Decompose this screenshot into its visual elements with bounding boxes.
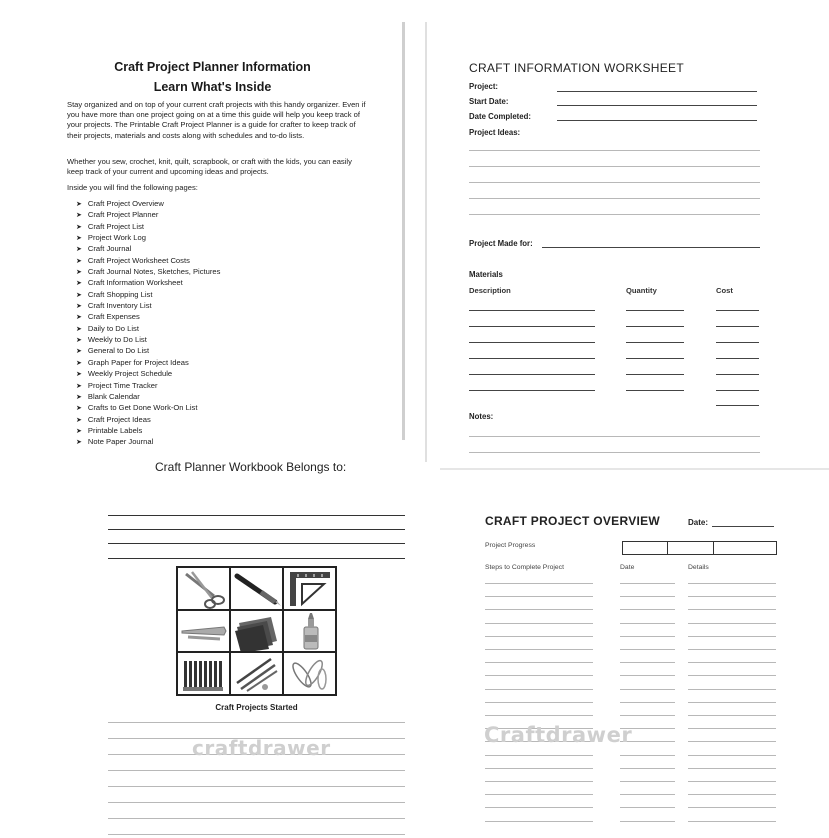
projects-line[interactable] <box>108 834 405 835</box>
step-line[interactable] <box>620 807 675 808</box>
start-date-field[interactable] <box>557 105 757 106</box>
project-field[interactable] <box>557 91 757 92</box>
step-line[interactable] <box>620 821 675 822</box>
step-line[interactable] <box>688 821 776 822</box>
step-line[interactable] <box>485 583 593 584</box>
list-item: ➤ Crafts to Get Done Work-On List <box>76 403 220 414</box>
cost-field[interactable] <box>716 390 759 391</box>
step-line[interactable] <box>485 636 593 637</box>
step-line[interactable] <box>485 649 593 650</box>
step-line[interactable] <box>485 781 593 782</box>
quantity-field[interactable] <box>626 342 684 343</box>
step-line[interactable] <box>688 636 776 637</box>
list-item: ➤ General to Do List <box>76 346 220 357</box>
notes-label: Notes: <box>469 412 494 421</box>
progress-cell[interactable] <box>668 542 713 554</box>
page-divider <box>425 22 427 462</box>
step-line[interactable] <box>485 623 593 624</box>
notes-line[interactable] <box>469 452 760 453</box>
step-line[interactable] <box>688 689 776 690</box>
description-column-header: Description <box>469 286 511 295</box>
description-field[interactable] <box>469 326 595 327</box>
progress-cell[interactable] <box>714 542 776 554</box>
step-line[interactable] <box>688 715 776 716</box>
step-line[interactable] <box>688 649 776 650</box>
step-line[interactable] <box>485 675 593 676</box>
pens-icon <box>231 653 282 694</box>
watermark: craftdrawer <box>192 736 331 760</box>
list-item: ➤ Craft Journal Notes, Sketches, Pictures <box>76 267 220 278</box>
intro-paragraph: Inside you will find the following pages: <box>67 183 198 192</box>
list-item: ➤ Craft Project Planner <box>76 210 220 221</box>
list-item: ➤ Note Paper Journal <box>76 437 220 448</box>
craft-knife-icon <box>231 568 282 609</box>
tweezers-icon <box>178 611 229 652</box>
list-item: ➤ Craft Shopping List <box>76 290 220 301</box>
step-line[interactable] <box>485 821 593 822</box>
safety-pins-icon <box>284 653 335 694</box>
projects-line[interactable] <box>108 802 405 803</box>
project-label: Project: <box>469 82 499 91</box>
step-line[interactable] <box>485 807 593 808</box>
worksheet-title: CRAFT INFORMATION WORKSHEET <box>469 61 684 75</box>
ideas-line[interactable] <box>469 182 760 183</box>
step-line[interactable] <box>485 609 593 610</box>
description-field[interactable] <box>469 310 595 311</box>
list-item: ➤ Craft Expenses <box>76 312 220 323</box>
step-line[interactable] <box>688 662 776 663</box>
step-line[interactable] <box>620 689 675 690</box>
progress-cell[interactable] <box>623 542 668 554</box>
craft-supplies-image <box>176 566 337 696</box>
description-field[interactable] <box>469 358 595 359</box>
cost-field[interactable] <box>716 310 759 311</box>
step-line[interactable] <box>688 728 776 729</box>
start-date-label: Start Date: <box>469 97 509 106</box>
quantity-column-header: Quantity <box>626 286 657 295</box>
list-item: ➤ Weekly Project Schedule <box>76 369 220 380</box>
ideas-line[interactable] <box>469 198 760 199</box>
glue-bottle-icon <box>284 611 335 652</box>
projects-line[interactable] <box>108 786 405 787</box>
step-line[interactable] <box>485 662 593 663</box>
step-line[interactable] <box>620 636 675 637</box>
cost-field[interactable] <box>716 374 759 375</box>
list-item: ➤ Printable Labels <box>76 426 220 437</box>
step-line[interactable] <box>485 689 593 690</box>
step-line[interactable] <box>620 596 675 597</box>
list-item: ➤ Daily to Do List <box>76 324 220 335</box>
step-line[interactable] <box>620 623 675 624</box>
step-line[interactable] <box>620 794 675 795</box>
list-item: ➤ Craft Project List <box>76 222 220 233</box>
list-item: ➤ Graph Paper for Project Ideas <box>76 358 220 369</box>
step-line[interactable] <box>688 794 776 795</box>
date-column-header: Date <box>620 564 635 571</box>
step-line[interactable] <box>620 702 675 703</box>
page-subtitle: Learn What's Inside <box>153 80 272 94</box>
step-line[interactable] <box>688 596 776 597</box>
notes-line[interactable] <box>469 436 760 437</box>
intro-paragraph: Stay organized and on top of your current craft projects with this handy organizer. Even if you have more than one project going on at a time this guide will help you keep track of your projects. The Printable Craft Project Planner is a guide for crafter to keep track of their projects, materials and costs along with schedules and to-do lists. <box>67 100 366 140</box>
made-for-field[interactable] <box>542 247 760 248</box>
page-divider <box>402 22 405 440</box>
step-line[interactable] <box>688 675 776 676</box>
step-line[interactable] <box>485 702 593 703</box>
image-caption: Craft Projects Started <box>215 703 298 712</box>
step-line[interactable] <box>485 768 593 769</box>
step-line[interactable] <box>620 755 675 756</box>
made-for-label: Project Made for: <box>469 239 533 248</box>
quantity-field[interactable] <box>626 390 684 391</box>
quantity-field[interactable] <box>626 310 684 311</box>
step-line[interactable] <box>688 741 776 742</box>
page-title: Craft Project Planner Information <box>114 60 311 74</box>
date-completed-label: Date Completed: <box>469 112 531 121</box>
list-item: ➤ Weekly to Do List <box>76 335 220 346</box>
step-line[interactable] <box>688 781 776 782</box>
description-field[interactable] <box>469 390 595 391</box>
cost-field[interactable] <box>716 342 759 343</box>
projects-line[interactable] <box>108 818 405 819</box>
cost-field[interactable] <box>716 405 759 406</box>
markers-icon <box>178 653 229 694</box>
date-completed-field[interactable] <box>557 120 757 121</box>
step-line[interactable] <box>620 649 675 650</box>
scissors-icon <box>178 568 229 609</box>
step-line[interactable] <box>620 662 675 663</box>
overview-title: CRAFT PROJECT OVERVIEW <box>485 514 661 528</box>
step-line[interactable] <box>620 675 675 676</box>
ideas-line[interactable] <box>469 214 760 215</box>
date-field[interactable] <box>712 526 774 527</box>
name-line[interactable] <box>108 543 405 544</box>
step-line[interactable] <box>620 609 675 610</box>
description-field[interactable] <box>469 374 595 375</box>
list-item: ➤ Craft Inventory List <box>76 301 220 312</box>
progress-tracker[interactable] <box>622 541 777 555</box>
list-item: ➤ Craft Project Overview <box>76 199 220 210</box>
step-line[interactable] <box>620 583 675 584</box>
cost-column-header: Cost <box>716 286 733 295</box>
steps-column-header: Steps to Complete Project <box>485 564 564 571</box>
step-line[interactable] <box>485 715 593 716</box>
step-line[interactable] <box>688 702 776 703</box>
step-line[interactable] <box>620 768 675 769</box>
belongs-to-title: Craft Planner Workbook Belongs to: <box>155 460 347 474</box>
progress-label: Project Progress <box>485 542 536 549</box>
list-item: ➤ Blank Calendar <box>76 392 220 403</box>
list-item: ➤ Craft Journal <box>76 244 220 255</box>
pages-list <box>76 199 220 449</box>
date-label: Date: <box>688 518 709 527</box>
name-line[interactable] <box>108 515 405 516</box>
step-line[interactable] <box>688 807 776 808</box>
ruler-icon <box>284 568 335 609</box>
quantity-field[interactable] <box>626 374 684 375</box>
paper-stack-icon <box>231 611 282 652</box>
projects-line[interactable] <box>108 722 405 723</box>
list-item: ➤ Craft Information Worksheet <box>76 278 220 289</box>
step-line[interactable] <box>688 623 776 624</box>
quantity-field[interactable] <box>626 358 684 359</box>
ideas-line[interactable] <box>469 150 760 151</box>
materials-label: Materials <box>469 270 503 279</box>
step-line[interactable] <box>688 768 776 769</box>
step-line[interactable] <box>485 596 593 597</box>
watermark: Craftdrawer <box>484 723 633 747</box>
ideas-line[interactable] <box>469 166 760 167</box>
name-line[interactable] <box>108 529 405 530</box>
step-line[interactable] <box>620 781 675 782</box>
step-line[interactable] <box>620 715 675 716</box>
name-line[interactable] <box>108 558 405 559</box>
list-item: ➤ Craft Project Worksheet Costs <box>76 256 220 267</box>
quantity-field[interactable] <box>626 326 684 327</box>
step-line[interactable] <box>485 755 593 756</box>
cost-field[interactable] <box>716 326 759 327</box>
step-line[interactable] <box>485 794 593 795</box>
details-column-header: Details <box>688 564 709 571</box>
project-ideas-label: Project Ideas: <box>469 128 521 137</box>
step-line[interactable] <box>688 583 776 584</box>
cost-field[interactable] <box>716 358 759 359</box>
list-item: ➤ Project Time Tracker <box>76 381 220 392</box>
page-divider <box>440 468 829 470</box>
intro-paragraph: Whether you sew, crochet, knit, quilt, scrapbook, or craft with the kids, you can easily keep track of your current and upcoming ideas and projects. <box>67 157 352 177</box>
projects-line[interactable] <box>108 770 405 771</box>
list-item: ➤ Project Work Log <box>76 233 220 244</box>
step-line[interactable] <box>688 609 776 610</box>
description-field[interactable] <box>469 342 595 343</box>
step-line[interactable] <box>688 755 776 756</box>
list-item: ➤ Craft Project Ideas <box>76 415 220 426</box>
